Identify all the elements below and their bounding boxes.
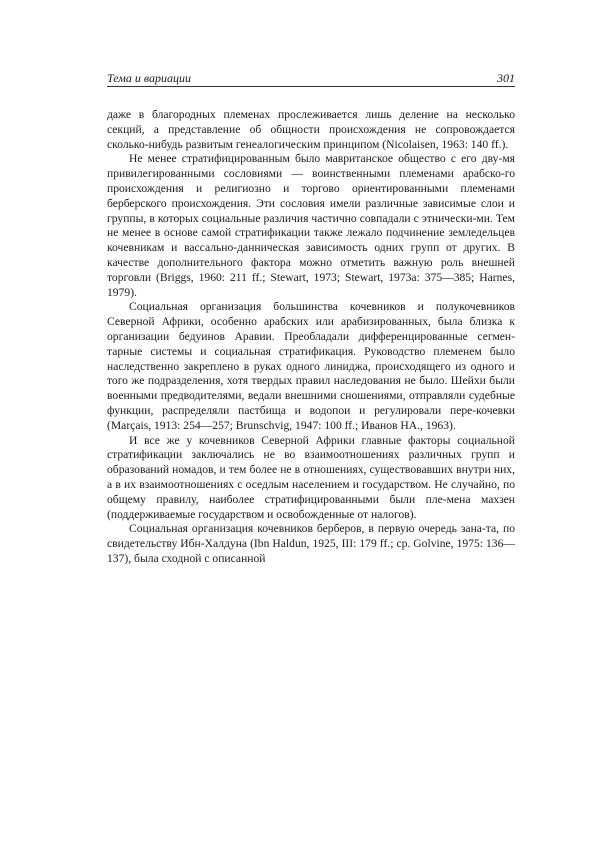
paragraph: Социальная организация большинства кочевников и полукочевников Северной Африки, особенно арабских или арабизированных, была близка к организации бедуинов Аравии. Преобладали дифференцированные сегмен-тарные системы и социальная стратификация. Руководство племенем было наследственно закреплено в руках одного линиджа, происходящего из одного и того же подразделения, хотя твердых правил наследования не было. Шейхи были военными предводителями, ведали внешними сношениями, отправляли судебные функции, распределяли пастбища и водопои и регулировали пере-кочевки (Marçais, 1913: 254—257; Brunschvig, 1947: 100 ff.; Иванов НА., 1963). bbox=[107, 300, 515, 432]
page-number: 301 bbox=[497, 71, 515, 85]
body-text bbox=[107, 108, 515, 567]
running-header bbox=[107, 70, 515, 86]
paragraph: Социальная организация кочевников берберов, в первую очередь зана-та, по свидетельству Ибн-Халдуна (Ibn Haldun, 1925, III: 179 ff.; ср. Golvine, 1975: 136—137), была сходной с описанной bbox=[107, 522, 515, 565]
paragraph: даже в благородных племенах прослеживается лишь деление на несколько секций, а представление об общности происхождения не сопровождается сколько-нибудь развитым генеалогическим принципом (Nicolaisen, 1963: 140 ff.). bbox=[107, 108, 515, 151]
header-divider bbox=[107, 86, 515, 87]
paragraph: И все же у кочевников Северной Африки главные факторы социальной стратификации заключались не во взаимоотношениях различных групп и образований номадов, и тем более не в отношениях, существовавших внутри них, а в их взаимоотношениях с оседлым населением и государством. Не случайно, по общему правилу, наиболее стратифицированными были пле-мена махзен (поддерживаемые государством и освобожденные от налогов). bbox=[107, 433, 515, 521]
paragraph: Не менее стратифицированным было мавританское общество с его дву-мя привилегированными сословиями — воинственными племенами арабско-го происхождения и религиозно и торгово ориентированными племенами берберского происхождения. Эти сословия имели различные зависимые слои и группы, в которых социальные различия частично совпадали с этнически-ми. Тем не менее в основе самой стратификации также лежало подчинение земледельцев кочевникам и вассально-данническая зависимость одних групп от других. В качестве дополнительного фактора можно отметить важную роль внешней торговли (Briggs, 1960: 211 ff.; Stewart, 1973; Stewart, 1973a: 375—385; Harnes, 1979). bbox=[107, 152, 515, 299]
running-header-title: Тема и вариации bbox=[107, 71, 192, 85]
